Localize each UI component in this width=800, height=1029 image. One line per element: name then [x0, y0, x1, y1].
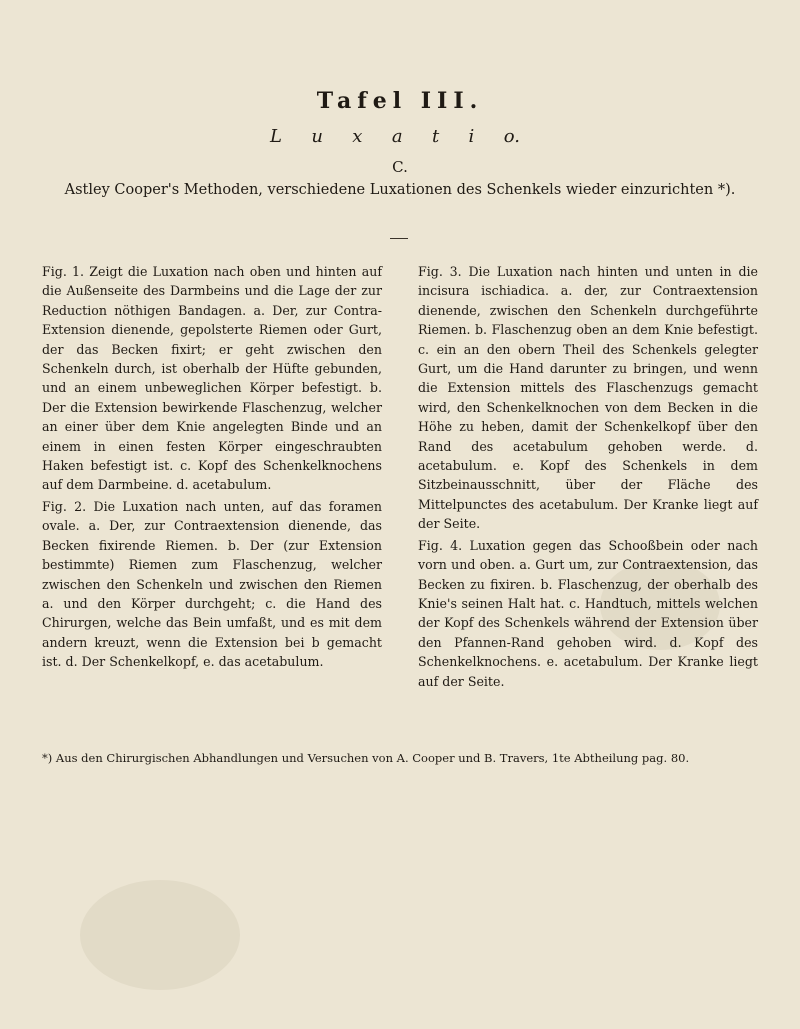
section-letter: C. — [392, 158, 408, 176]
figure-description-3: Fig. 3. Die Luxation nach hinten und unten in die incisura ischiadica. a. der, zur Contraextension dienende, zwischen den Schenkeln durchgeführte Riemen. b. Flaschenzug oben an dem Knie befestigt. c. ein an den obern Theil des Schenkels gelegter Gurt, um die Hand darunter zu bringen, und wenn die Extension mittels des Flaschenzugs gemacht wird, den Schenkelknochen von dem Becken in die Höhe zu heben, damit der Schenkelkopf über den Rand des acetabulum gehoben werde. d. acetabulum. e. Kopf des Schenkels in dem Sitzbeinausschnitt, über der Fläche des Mittelpunctes des acetabulum. Der Kranke liegt auf der Seite. — [418, 264, 758, 532]
footnote: *) Aus den Chirurgischen Abhandlungen und Versuchen von A. Cooper und B. Travers, 1te Abtheilung pag. 80. — [42, 751, 690, 765]
right-column — [418, 262, 758, 693]
section-heading: Astley Cooper's Methoden, verschiedene Luxationen des Schenkels wieder einzurichten *). — [64, 182, 736, 198]
subtitle-letter: t — [431, 126, 440, 147]
plate-subtitle — [270, 126, 520, 147]
figure-description-4: Fig. 4. Luxation gegen das Schooßbein oder nach vorn und oben. a. Gurt um, zur Contraextension, das Becken zu fixiren. b. Flaschenzug, der oberhalb des Knie's seinen Halt hat. c. Handtuch, mittels welchen der Kopf des Schenkels während der Extension über den Pfannen-Rand gehoben wird. d. Kopf des Schenkelknochens. e. acetabulum. Der Kranke liegt auf der Seite. — [418, 537, 758, 689]
left-column — [42, 262, 382, 674]
divider-rule — [390, 238, 408, 239]
subtitle-letter: L — [270, 126, 282, 147]
subtitle-letter: i — [468, 126, 475, 147]
plate-title: Tafel III. — [316, 88, 484, 114]
subtitle-letter: u — [311, 126, 323, 147]
figure-description-1: Fig. 1. Zeigt die Luxation nach oben und hinten auf die Außenseite des Darmbeins und die Lage der zur Reduction nöthigen Bandagen. a. Der, zur Contra-Extension dienende, gepolsterte Riemen oder Gurt, der das Becken fixirt; er geht zwischen den Schenkeln durch, ist oberhalb der Hüfte gebunden, und an einem unbeweglichen Körper befestigt. b. Der die Extension bewirkende Flaschenzug, welcher an einer über dem Knie angelegten Binde und an einem in einen festen Körper eingeschraubten Haken befestigt ist. c. Kopf des Schenkelknochens auf dem Darmbeine. d. acetabulum. — [42, 264, 382, 493]
figure-description-2: Fig. 2. Die Luxation nach unten, auf das foramen ovale. a. Der, zur Contraextension dienende, das Becken fixirende Riemen. b. Der (zur Extension bestimmte) Riemen zum Flaschenzug, welcher zwischen den Schenkeln und zwischen den Riemen a. und den Körper durchgeht; c. die Hand des Chirurgen, welche das Bein umfaßt, und es mit dem andern kreuzt, wenn die Extension bei b gemacht ist. d. Der Schenkelkopf, e. das acetabulum. — [42, 498, 382, 670]
subtitle-letter: o. — [503, 126, 520, 147]
subtitle-letter: a — [391, 126, 403, 147]
subtitle-letter: x — [352, 126, 363, 147]
paper-stain — [80, 880, 240, 990]
